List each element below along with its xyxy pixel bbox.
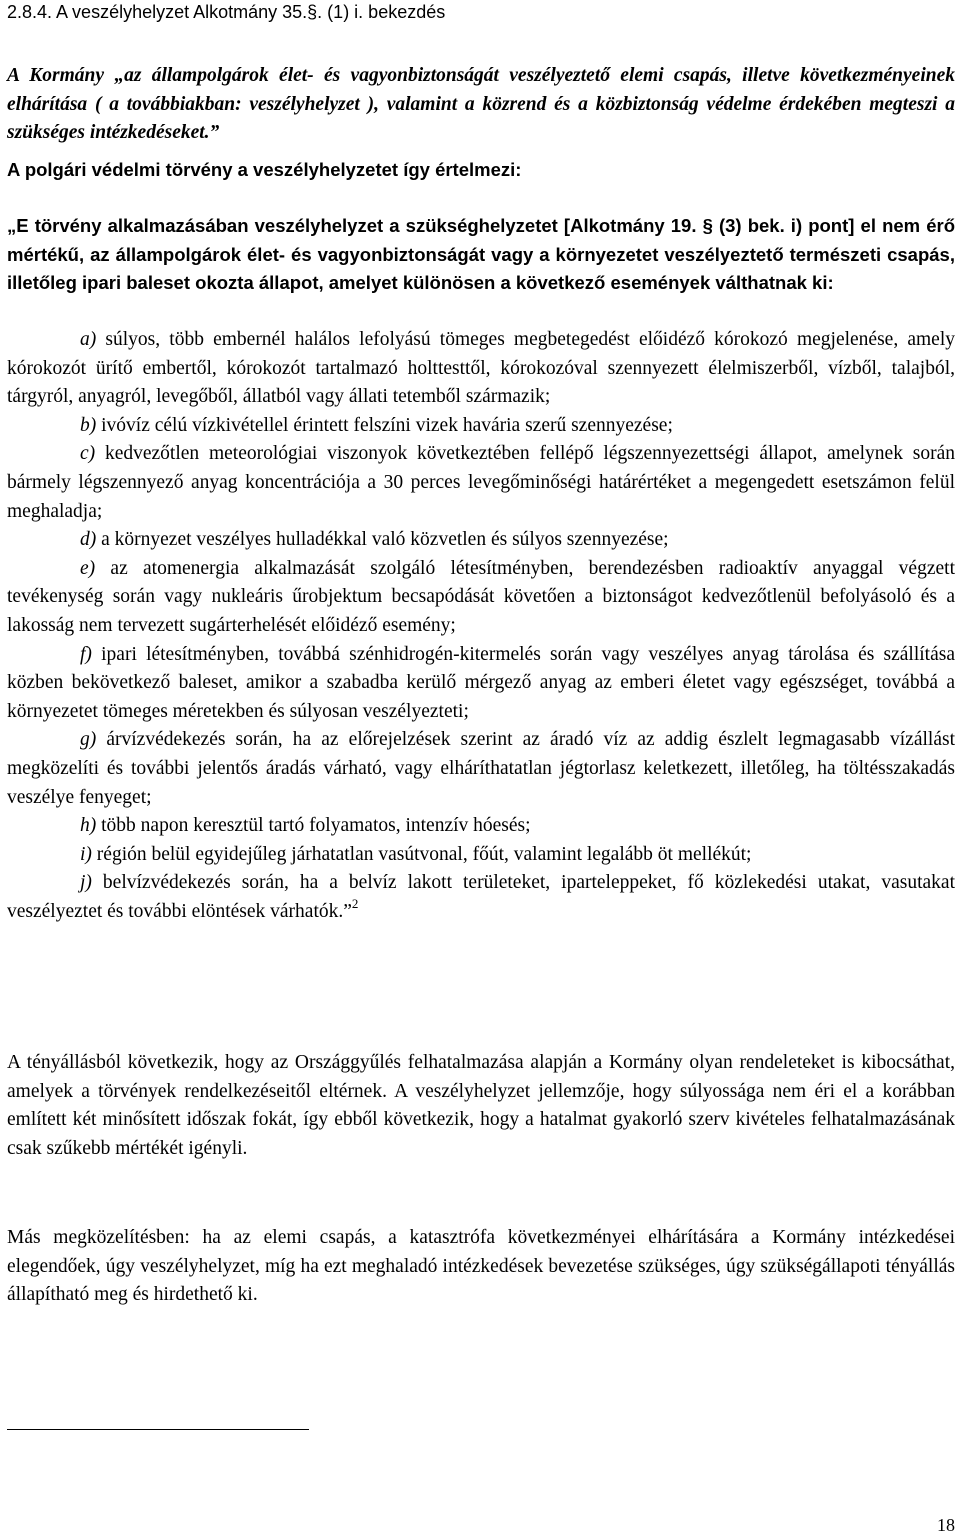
list-item: f) ipari létesítményben, továbbá szénhidrogén-kitermelés során vagy veszélyes anyag tárolása és szállítása közben bekövetkező baleset, amikor a szabadba kerülő mérgező anyag az emberi életet vagy egészséget, továbbá a környezetet tömeges méretekben és súlyosan veszélyezteti; xyxy=(7,643,955,722)
section-heading: 2.8.4. A veszélyhelyzet Alkotmány 35.§. (1) i. bekezdés xyxy=(7,2,446,22)
lead-sentence: A polgári védelmi törvény a veszélyhelyzetet így értelmezi: xyxy=(7,159,522,180)
list-item: c) kedvezőtlen meteorológiai viszonyok következtében fellépő légszennyezettségi állapot, amelynek során bármely légszennyező anyag koncentrációja a 30 perces levegőminőségi határértéket a megengedett esetszámon felül meghaladja; xyxy=(7,443,955,522)
list-item: g) árvízvédekezés során, ha az előrejelzések szerint az áradó víz az addig észlelt legmagasabb vízállást megközelíti és további jelentős áradás várható, vagy elháríthatatlan jégtorlasz keletkezett, illetőleg, ha töltésszakadás veszélye fenyeget; xyxy=(7,729,955,808)
list-item: a) súlyos, több embernél halálos lefolyású tömeges megbetegedést előidéző kórokozó megjelenése, amely kórokozót ürítő embertől, kórokozót tartalmazó holttesttől, kórokozóval szennyezett élelmiszerből, vízből, talajból, tárgyról, anyagról, levegőből, állatból vagy állati tetemből származik; xyxy=(7,329,955,408)
body-paragraph-1: A tényállásból következik, hogy az Országgyűlés felhatalmazása alapján a Kormány olyan rendeleteket is kibocsáthat, amelyek a törvények rendelkezéseitől eltérnek. A veszélyhelyzet jellemzője, hogy súlyossága nem éri el a korábban említett két minősített időszak fokát, így ebből következik, hogy a hatalmat gyakorló szerv kivételes felhatalmazásának csak szűkebb mértékét igényli. xyxy=(7,1052,955,1159)
list-item: b) ivóvíz célú vízkivétellel érintett felszíni vizek havária szerű szennyezése; xyxy=(80,414,673,436)
list-item: e) az atomenergia alkalmazását szolgáló létesítményben, berendezésben radioaktív anyaggal végzett tevékenység során vagy nukleáris űrobjektum becsapódását követően a biztonságot kedvezőtlenül befolyásoló és a lakosság nem tervezett sugárterhelését előidéző esemény; xyxy=(7,557,955,636)
list-item: i) régión belül egyidejűleg járhatatlan vasútvonal, főút, valamint legalább öt mellékút; xyxy=(80,843,752,865)
list-item: j) belvízvédekezés során, ha a belvíz lakott területeket, iparteleppeket, fő közlekedési utakat, vasutakat veszélyeztet és további elöntések várhatók.”$^2$ xyxy=(7,872,955,922)
constitution-quote: A Kormány „az állampolgárok élet- és vagyonbiztonságát veszélyeztető elemi csapás, illetve következményeinek elhárítása ( a továbbiakban: veszélyhelyzet ), valamint a közrend és a közbiztonság védelme érdekében megteszi a szükséges intézkedéseket.” xyxy=(7,65,955,144)
event-list xyxy=(7,326,955,926)
footnote-reference[interactable]: 2 xyxy=(351,895,359,911)
definition-paragraph: „E törvény alkalmazásában veszélyhelyzet a szükséghelyzetet [Alkotmány 19. § (3) bek. i) pont] el nem érő mértékű, az állampolgárok élet- és vagyonbiztonságát vagy a környezetet veszélyeztető természeti csapás, illetőleg ipari baleset okozta állapot, amelyet különösen a következő események válthatnak ki: xyxy=(7,215,955,294)
page-number: 18 xyxy=(937,1515,955,1535)
body-paragraph-2: Más megközelítésben: ha az elemi csapás, a katasztrófa következményei elhárítására a Kormány intézkedései elegendőek, úgy veszélyhelyzet, míg ha ezt meghaladó intézkedések bevezetése szükséges, úgy szükségállapoti tényállás állapítható meg és hirdethető ki. xyxy=(7,1227,955,1306)
footnote-divider xyxy=(7,1429,309,1430)
list-item: h) több napon keresztül tartó folyamatos, intenzív hóesés; xyxy=(80,815,531,837)
list-item: d) a környezet veszélyes hulladékkal való közvetlen és súlyos szennyezése; xyxy=(80,529,669,551)
